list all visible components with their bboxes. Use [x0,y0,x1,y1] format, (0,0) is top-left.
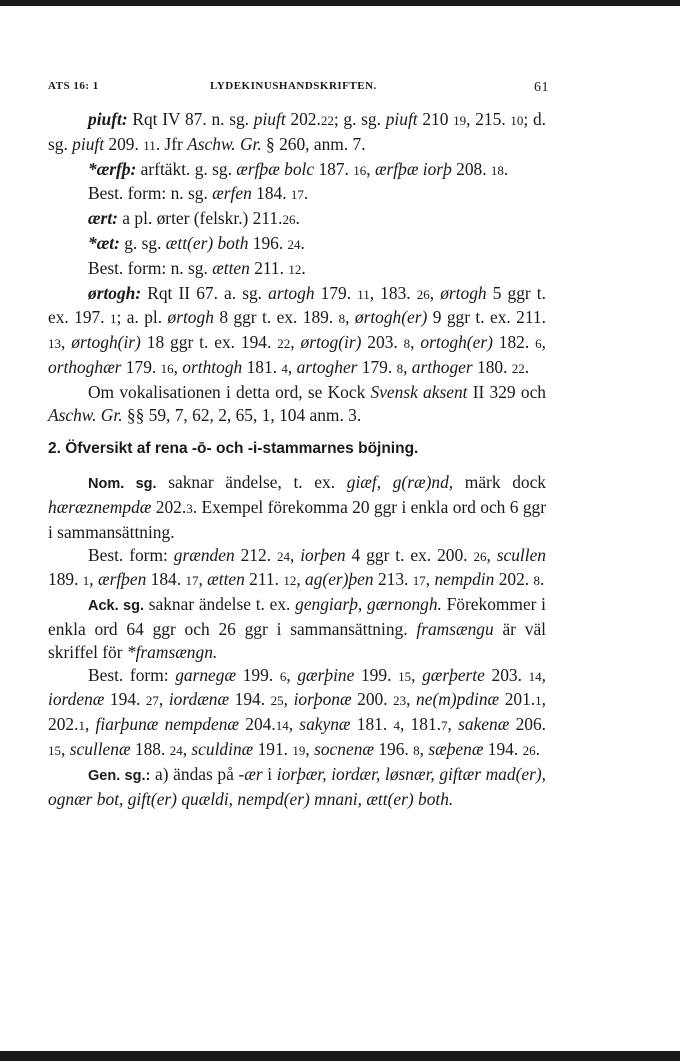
text-run: Best. form: [88,664,176,685]
text-run: ; g. sg. [333,109,386,129]
italic-form: scullen [496,544,546,565]
text-run: 209. [104,133,144,154]
italic-form: Svensk aksent [370,381,468,402]
line-ref: 26 [522,742,536,758]
line-ref: 8 [533,573,540,589]
text-run: , [198,569,208,590]
italic-form: framsængu [416,618,494,639]
text-run: . [295,208,300,229]
text-run: , [286,664,298,685]
text-run: Om vokalisationen i detta ord, se Kock [88,381,371,402]
headword: ørtogh: [88,282,142,303]
text-run: 188. [130,738,170,759]
italic-form: -ær [238,763,263,784]
page-number: 61 [534,80,549,95]
italic-form: scullenæ [69,738,131,759]
text-run: , [283,689,294,710]
line-ref: 19 [453,113,467,128]
paragraph [48,593,546,663]
line-ref: 19 [292,742,306,758]
line-ref: 15 [48,742,61,758]
text-run: Best. form: n. sg. [88,183,213,204]
text-run: 5 ggr t. ex. 197. [48,282,546,328]
text-run: 206. [509,714,546,735]
text-run: . [301,257,306,278]
text-run: a pl. ørter (felskr.) 211. [117,208,283,229]
italic-form: iorþen [300,544,346,565]
text-run: 196. [248,232,288,253]
line-ref: 13 [48,336,61,352]
line-ref: 1 [535,693,542,709]
text-run: 18 ggr t. ex. 194. [140,332,278,353]
italic-form: *framsængn. [126,641,218,662]
text-run: . Jfr [155,133,188,154]
text-run: , [173,356,183,377]
text-run: Best. form: n. sg. [88,257,213,278]
text-run: 212. [234,544,277,565]
text-run: , [366,158,375,179]
text-run: saknar ändelse t. ex. [144,594,296,615]
text-run: 194. [483,738,523,759]
text-run: , [429,282,441,303]
text-run: 187. [314,158,354,179]
text-run: . [539,569,545,590]
text-run: 201. [499,689,536,710]
running-title: LYDEKINUSHANDSKRIFTEN. [210,80,377,92]
line-ref: 12 [283,573,297,589]
text-run: , [288,714,300,735]
line-ref: 1 [82,573,90,589]
line-ref: 8 [338,311,346,327]
text-run: 194. [229,689,271,710]
italic-form: ærfen [212,183,252,204]
line-ref: 7 [441,718,448,734]
italic-form: orthoghær [48,356,122,377]
italic-form: iordænæ [168,689,230,710]
line-ref: 17 [412,573,426,589]
line-ref: 17 [290,187,304,203]
text-run: 211. [249,257,289,278]
italic-form: grænden [173,544,235,565]
italic-form: ørtogh [167,307,214,328]
italic-form: ørtog(ir) [300,332,362,353]
text-run: . [300,232,305,253]
italic-form: giæf, g(ræ)nd, [346,472,454,493]
text-run: , 183. [369,282,417,303]
paragraph [48,471,546,543]
italic-form: ætt(er) both [165,232,249,253]
line-ref: 26 [282,212,296,228]
text-run: 184. [251,183,291,204]
line-ref: 8 [403,336,411,352]
italic-form: ortogh(er) [420,332,493,353]
italic-form: gærþerte [422,664,485,685]
line-ref: 22 [511,360,525,376]
italic-form: ærfþæ bolc [236,158,315,179]
text-run: 181. [350,714,394,735]
italic-form: sakynæ [299,714,351,735]
italic-form: iorþær, iordær, løsnær, giftær mad(er), ognær bot, gift(er) quældi, nempd(er) mnani, ætt(er) both. [48,763,546,809]
headword: ært: [88,208,118,229]
text-run: , [419,738,429,759]
italic-form: ørtogh(ir) [71,332,141,353]
italic-form: piuft [385,109,418,129]
text-run: märk dock [453,472,547,493]
italic-form: Aschw. Gr. [48,404,123,425]
text-run: , [541,664,546,685]
italic-form: ætten [212,257,250,278]
italic-form: gengiarþ, gærnongh. [295,594,442,615]
paragraph [48,158,546,183]
text-run: , [410,332,421,353]
text-run: , [406,689,417,710]
italic-form: ne(m)pdinæ [416,689,500,710]
text-run: ; d. sg. [48,109,547,154]
text-run: 213. [373,569,413,590]
text-run: 179. [314,282,358,303]
italic-form: artogh [268,282,315,303]
italic-form: ag(er)þen [305,569,374,590]
paragraph [48,232,546,257]
text-run: ; a. pl. [116,307,168,328]
section-heading [48,438,546,461]
text-run: 199. [354,664,399,685]
paragraph [48,544,546,594]
paragraph [48,108,546,158]
italic-form: orthtogh [182,356,243,377]
text-run: II 329 och [467,381,546,402]
text-run: 182. [492,332,536,353]
line-ref: 23 [393,693,407,709]
headword: *æt: [88,232,120,253]
italic-form: arthoger [411,356,473,377]
text-run: 202. [285,109,321,129]
line-ref: 24 [287,236,301,252]
text-run: 203. [484,664,529,685]
line-ref: 22 [320,113,334,128]
headword: *ærfþ: [88,158,137,179]
paragraph [48,664,546,763]
line-ref: 6 [279,668,287,684]
italic-form: gærþine [297,664,355,685]
body-text [48,108,546,810]
text-run: 202. [494,569,534,590]
text-run: 204. [239,714,276,735]
line-ref: 16 [160,360,174,376]
text-run: arftäkt. g. sg. [136,158,237,179]
line-ref: 26 [473,548,487,564]
text-run: , [89,569,98,590]
headword: piuft: [88,109,128,129]
text-run: . [303,183,309,204]
text-run: , [290,332,301,353]
line-ref: 24 [276,548,290,564]
italic-form: hæræznempdæ [48,496,152,517]
text-run: g. sg. [119,232,166,253]
text-run: 179. [121,356,161,377]
text-run: , [182,738,192,759]
italic-form: sakenæ [458,714,510,735]
text-run: , [447,714,459,735]
paragraph [48,207,546,232]
text-run: 203. [361,332,404,353]
text-run: §§ 59, 7, 62, 2, 65, 1, 104 anm. 3. [122,404,362,425]
text-run: 189. [48,569,83,590]
line-ref: 3 [186,500,193,516]
line-ref: 15 [398,668,412,684]
text-run: 181. [242,356,282,377]
text-run: 184. [146,569,186,590]
line-ref: 12 [288,261,302,277]
line-ref: 4 [281,360,288,376]
text-run: § 260, anm. 7. [261,133,366,154]
italic-form: ørtogh(er) [354,307,428,328]
text-run: , [305,738,315,759]
line-ref: 18 [490,162,504,178]
italic-form: ørtogh [440,282,487,303]
text-run: , [158,689,169,710]
text-run: a) ändas på [150,763,239,784]
text-run: , 202. [48,689,546,735]
text-run: , [425,569,435,590]
line-ref: 10 [510,113,524,128]
journal-ref: ATS 16: 1 [48,80,99,92]
line-ref: 17 [185,573,199,589]
text-run: , 215. [466,109,511,129]
text-run: , [345,307,355,328]
text-run: saknar ändelse, t. ex. [156,472,347,493]
text-run: 8 ggr t. ex. 189. [213,307,339,328]
italic-form: sculdinæ [191,738,254,759]
text-run: . Exempel förekomma 20 ggr i enkla ord och 6 ggr i sammansättning. [48,496,547,542]
paragraph [48,381,546,427]
text-run: i [262,763,277,784]
line-ref: 27 [145,693,159,709]
italic-form: artogher [296,356,358,377]
text-run: 200. [351,689,394,710]
italic-form: fiarþunæ nempdenæ [95,714,239,735]
text-run: 208. [451,158,491,179]
text-run: 180. [472,356,512,377]
line-ref: 8 [413,742,420,758]
italic-form: ærfþen [97,569,147,590]
paragraph [48,257,546,282]
text-run: , [287,356,297,377]
text-run: , [403,356,412,377]
text-run: , [84,714,96,735]
italic-form: ætten [207,569,245,590]
line-ref: 4 [393,718,400,734]
text-run: , [486,544,497,565]
text-run: , [61,738,70,759]
text-run: Best. form: [88,544,174,565]
italic-form: sæþenæ [428,738,484,759]
line-ref: 25 [270,693,284,709]
line-ref: 1 [78,718,85,734]
line-ref: 11 [143,137,156,153]
paragraph [48,282,546,381]
text-run: , [296,569,306,590]
case-label: Ack. sg. [88,598,144,615]
line-ref: 8 [396,360,404,376]
bottom-border [0,1051,680,1061]
running-header [48,80,548,98]
text-run: , [541,332,546,353]
line-ref: 11 [357,286,370,302]
text-run: , [411,664,423,685]
text-run: är väl skriffel för [48,618,546,662]
italic-form: ærfþæ iorþ [374,158,452,179]
text-run: Förekommer i enkla ord 64 ggr och 26 ggr i sammansättning. [48,594,547,639]
text-run: 196. [374,738,414,759]
paragraph [48,182,546,207]
text-run: 4 ggr t. ex. 200. [345,544,474,565]
line-ref: 1 [110,311,117,327]
italic-form: piuft [253,109,286,129]
top-border [0,0,680,6]
text-run: 202. [151,496,187,517]
italic-form: Aschw. Gr. [187,133,262,154]
text-run: . [535,738,540,759]
italic-form: piuft [72,133,105,154]
italic-form: socnenæ [314,738,374,759]
text-run: 210 [417,109,454,129]
case-label: Gen. sg.: [88,767,151,784]
text-run: 199. [236,664,280,685]
text-run: , [61,332,72,353]
text-run: 179. [357,356,397,377]
line-ref: 16 [353,162,367,178]
text-run: , [289,544,301,565]
line-ref: 14 [275,718,289,734]
text-run: Rqt IV 87. n. sg. [127,109,254,129]
text-run: 2. Öfversikt af rena -ō- och -i-stammarnes böjning. [48,440,419,458]
italic-form: nempdin [434,569,495,590]
text-run: 191. [253,738,293,759]
line-ref: 22 [277,336,291,352]
line-ref: 14 [528,668,542,684]
case-label: Nom. sg. [88,476,157,493]
text-run: , 181. [399,714,441,735]
italic-form: garnegæ [175,664,237,685]
text-run: 211. [244,569,284,590]
text-run: Rqt II 67. a. sg. [141,282,269,303]
paragraph [48,763,546,811]
text-run: 194. [104,689,146,710]
line-ref: 24 [169,742,183,758]
line-ref: 26 [416,286,430,302]
text-run: 9 ggr t. ex. 211. [427,307,546,328]
text-run: . [524,356,530,377]
text-run: . [503,158,509,179]
line-ref: 6 [535,336,542,352]
italic-form: iorþonæ [293,689,352,710]
italic-form: iordenæ [48,689,105,710]
